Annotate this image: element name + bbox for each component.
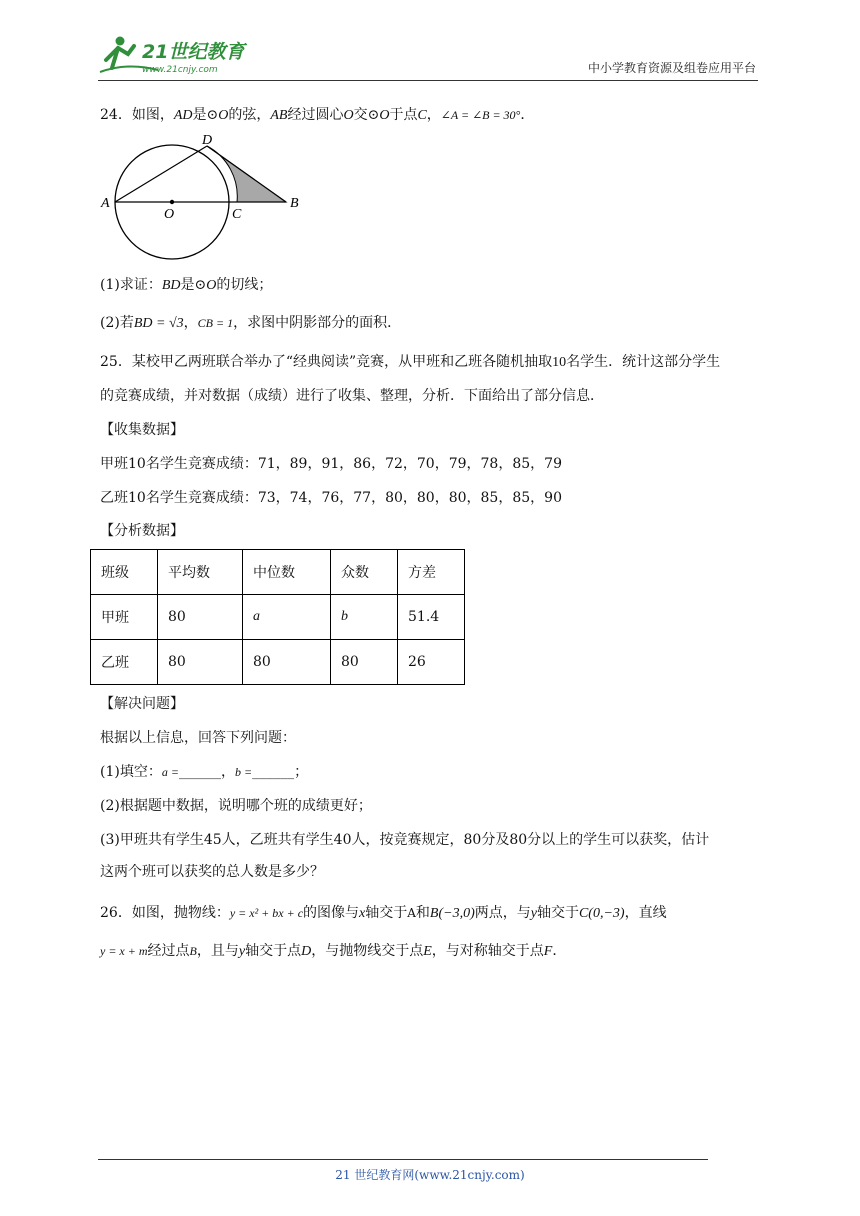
label-a: A	[101, 196, 110, 211]
logo-url: www.21cnjy.com	[142, 65, 218, 75]
table-row	[91, 640, 465, 685]
q24-part1: (1)求证：BD是⊙O的切线；	[100, 277, 273, 293]
header-title: 中小学教育资源及组卷应用平台	[587, 61, 756, 75]
chord-ad	[115, 146, 207, 202]
table-header-cell: 方差	[398, 550, 465, 595]
table-row	[91, 595, 465, 640]
table-header-cell: 平均数	[158, 550, 243, 595]
page-header	[98, 30, 758, 81]
q24-part2: (2)若BD = √3，CB = 1，求图中阴影部分的面积．	[100, 315, 402, 331]
collect-heading: 【收集数据】	[100, 422, 184, 438]
label-o: O	[164, 207, 175, 222]
footer-divider	[98, 1159, 708, 1160]
table-header-cell: 众数	[331, 550, 398, 595]
table-cell: 甲班	[91, 595, 158, 640]
table-cell: 51.4	[398, 595, 465, 640]
q25-stem-line1: 25．某校甲乙两班联合举办了“经典阅读”竞赛，从甲班和乙班各随机抽取10名学生．统计这部分学生	[100, 354, 721, 370]
label-c: C	[232, 207, 242, 222]
table-header-row	[91, 550, 465, 595]
q25-part3-line2: 这两个班可以获奖的总人数是多少？	[100, 864, 324, 880]
table-cell: a	[243, 595, 331, 640]
q25-part3-line1: (3)甲班共有学生45人，乙班共有学生40人，按竞赛规定，80分及80分以上的学生可以获奖，估计	[100, 832, 710, 848]
table-cell: 80	[158, 640, 243, 685]
table-cell: 80	[243, 640, 331, 685]
solve-heading: 【解决问题】	[100, 696, 184, 712]
center-point	[170, 200, 174, 204]
q24-circle-figure	[100, 134, 310, 264]
jia-scores: 甲班10名学生竞赛成绩：71，89，91，86，72，70，79，78，85，79	[100, 456, 562, 472]
q24-stem: 24．如图，AD是⊙O的弦，AB经过圆心O交⊙O于点C，∠A = ∠B = 30°．	[100, 107, 535, 123]
q26-stem-line1: 26．如图，抛物线：y = x² + bx + c的图像与x轴交于A和B(−3,0)两点，与y轴交于C(0,−3)，直线	[100, 905, 667, 921]
table-cell: b	[331, 595, 398, 640]
q25-stem-line2: 的竞赛成绩，并对数据（成绩）进行了收集、整理，分析．下面给出了部分信息．	[100, 388, 604, 404]
logo-icon	[98, 32, 258, 76]
table-header-cell: 班级	[91, 550, 158, 595]
q25-intro: 根据以上信息，回答下列问题：	[100, 730, 296, 746]
analysis-table	[90, 549, 465, 685]
table-header-cell: 中位数	[243, 550, 331, 595]
table-cell: 80	[331, 640, 398, 685]
analyze-heading: 【分析数据】	[100, 523, 184, 539]
table-cell: 26	[398, 640, 465, 685]
label-b: B	[290, 196, 299, 211]
q25-part2: (2)根据题中数据，说明哪个班的成绩更好；	[100, 798, 372, 814]
logo-text: 21世纪教育	[142, 41, 245, 63]
table-cell: 乙班	[91, 640, 158, 685]
yi-scores: 乙班10名学生竞赛成绩：73，74，76，77，80，80，80，85，85，90	[100, 490, 562, 506]
table-cell: 80	[158, 595, 243, 640]
q25-part1: (1)填空：a =______，b =______；	[100, 764, 309, 780]
q26-stem-line2: y = x + m经过点B，且与y轴交于点D，与抛物线交于点E，与对称轴交于点F．	[100, 943, 567, 959]
page-footer: 21 世纪教育网(www.21cnjy.com)	[335, 1168, 525, 1182]
label-d: D	[202, 134, 213, 148]
